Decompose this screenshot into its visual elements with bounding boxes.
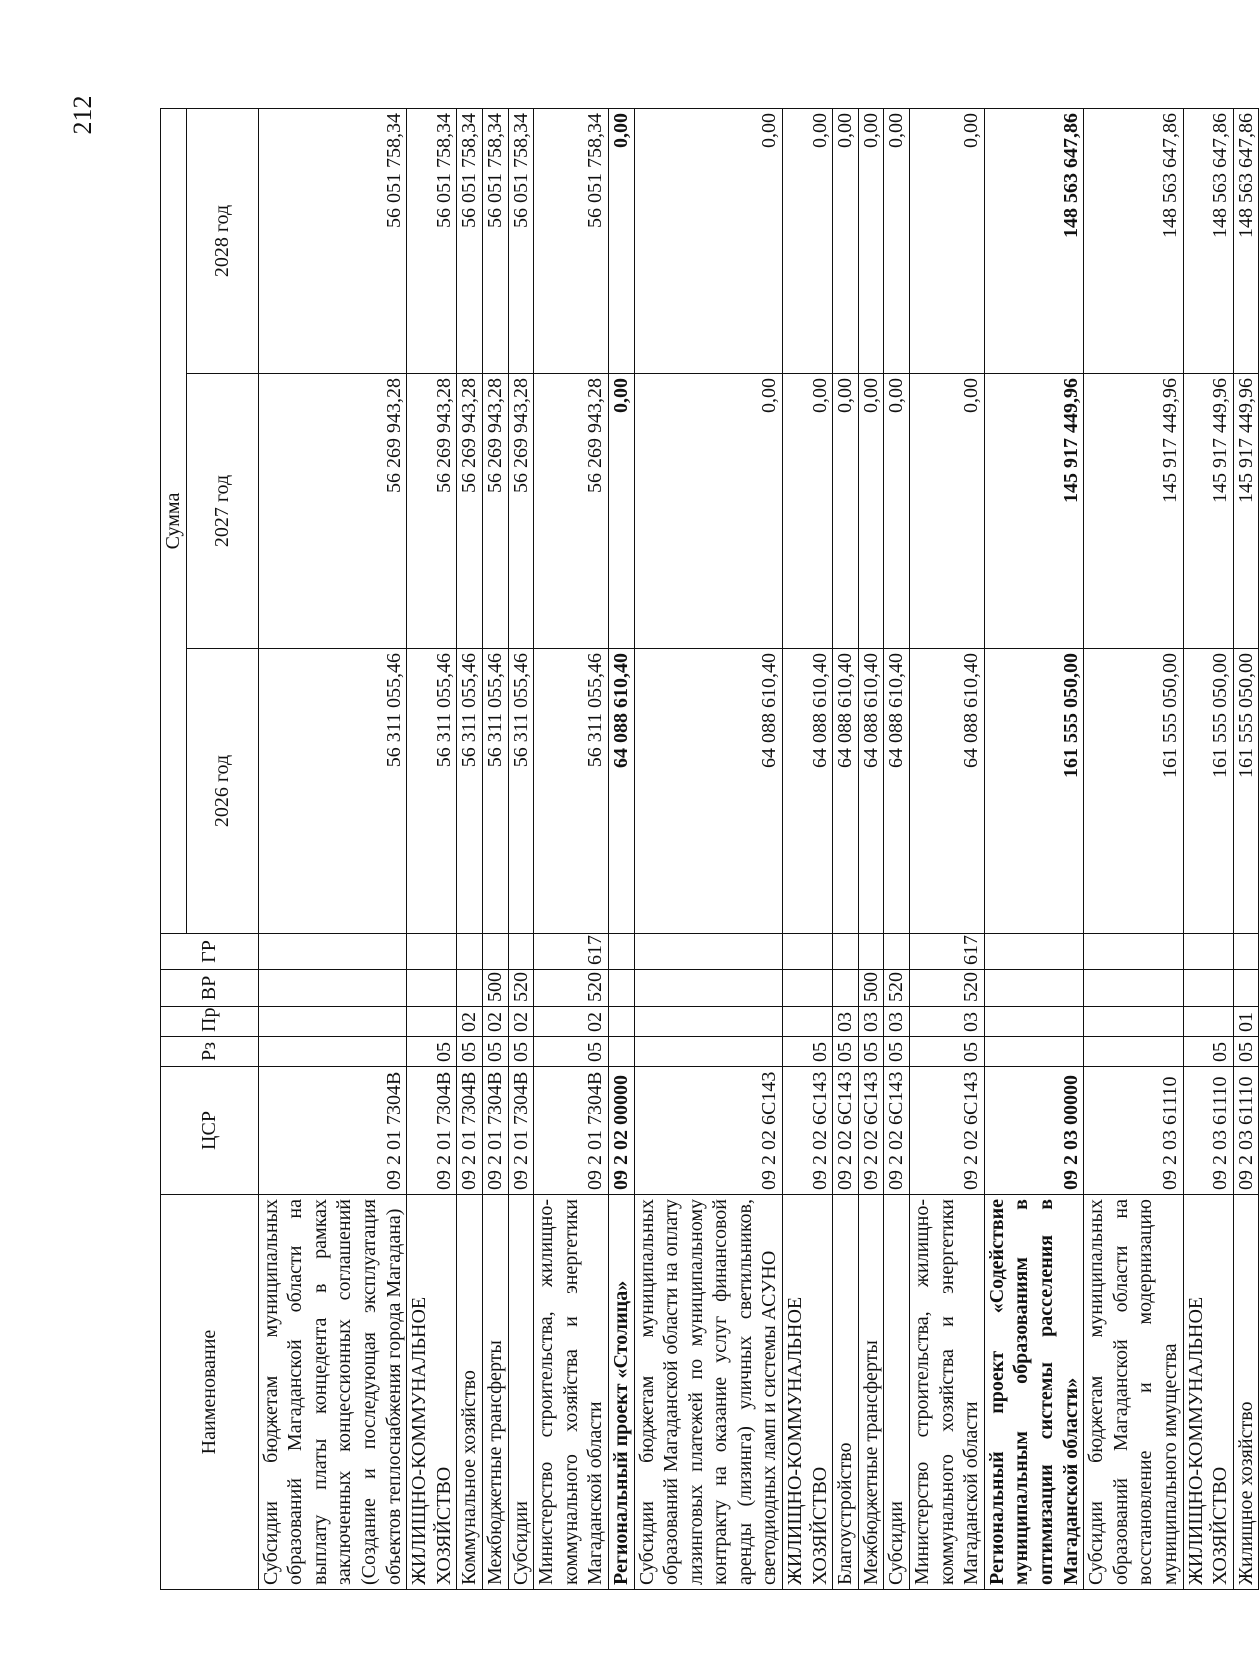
- cell-rz: [608, 1037, 634, 1067]
- table-row: [1084, 108, 1183, 1589]
- cell-gr: [833, 934, 859, 970]
- cell-y2026: 161 555 050,00: [1183, 649, 1233, 934]
- cell-y2027: 56 269 943,28: [482, 374, 508, 649]
- cell-rz: 05: [833, 1037, 859, 1067]
- cell-vr: [1084, 970, 1183, 1007]
- cell-gr: [634, 934, 783, 970]
- cell-y2028: 56 051 758,34: [258, 108, 407, 373]
- cell-name: ЖИЛИЩНО-КОММУНАЛЬНОЕ ХОЗЯЙСТВО: [407, 1195, 457, 1590]
- cell-y2028: 56 051 758,34: [508, 108, 534, 373]
- cell-y2028: 148 563 647,86: [1183, 108, 1233, 373]
- cell-csr: 09 2 02 00000: [608, 1067, 634, 1195]
- cell-csr: 09 2 02 6С143: [910, 1067, 985, 1195]
- cell-gr: [407, 934, 457, 970]
- cell-name: ЖИЛИЩНО-КОММУНАЛЬНОЕ ХОЗЯЙСТВО: [783, 1195, 833, 1590]
- cell-y2026: 56 311 055,46: [482, 649, 508, 934]
- cell-vr: [984, 970, 1083, 1007]
- cell-y2026: 161 555 050,00: [984, 649, 1083, 934]
- cell-csr: 09 2 01 7304В: [407, 1067, 457, 1195]
- table-row: [534, 108, 609, 1589]
- cell-gr: [608, 934, 634, 970]
- cell-rz: 05: [910, 1037, 985, 1067]
- cell-y2026: 56 311 055,46: [407, 649, 457, 934]
- cell-name: ЖИЛИЩНО-КОММУНАЛЬНОЕ ХОЗЯЙСТВО: [1183, 1195, 1233, 1590]
- cell-pr: 02: [534, 1007, 609, 1037]
- cell-gr: [884, 934, 910, 970]
- cell-y2026: 161 555 050,00: [1233, 649, 1259, 934]
- cell-y2027: 56 269 943,28: [258, 374, 407, 649]
- cell-pr: 01: [1233, 1007, 1259, 1037]
- cell-name: Министерство строительства, жилищно-коммунального хозяйства и энергетики Магаданской области: [534, 1195, 609, 1590]
- cell-pr: [1183, 1007, 1233, 1037]
- table-row: [1183, 108, 1233, 1589]
- table-row: [258, 108, 407, 1589]
- cell-pr: [984, 1007, 1083, 1037]
- cell-vr: 520: [910, 970, 985, 1007]
- cell-csr: 09 2 02 6С143: [884, 1067, 910, 1195]
- table-row: [608, 108, 634, 1589]
- cell-gr: [508, 934, 534, 970]
- header-csr: ЦСР: [161, 1067, 259, 1195]
- cell-y2026: 64 088 610,40: [608, 649, 634, 934]
- cell-y2027: 56 269 943,28: [508, 374, 534, 649]
- cell-rz: 05: [457, 1037, 483, 1067]
- cell-pr: 02: [457, 1007, 483, 1037]
- cell-y2028: 56 051 758,34: [407, 108, 457, 373]
- cell-rz: 05: [1183, 1037, 1233, 1067]
- cell-gr: [1233, 934, 1259, 970]
- table-row: [884, 108, 910, 1589]
- page-number: 212: [68, 95, 97, 135]
- cell-y2027: 0,00: [884, 374, 910, 649]
- header-year-2028: 2028 год: [186, 108, 258, 373]
- cell-rz: [984, 1037, 1083, 1067]
- cell-pr: [783, 1007, 833, 1037]
- cell-y2028: 148 563 647,86: [984, 108, 1083, 373]
- table-header: [161, 108, 259, 1589]
- cell-gr: [858, 934, 884, 970]
- cell-vr: 500: [482, 970, 508, 1007]
- header-vr: ВР: [161, 970, 259, 1007]
- cell-y2028: 148 563 647,86: [1233, 108, 1259, 373]
- cell-name: Субсидии бюджетам муниципальных образований Магаданской области на оплату лизинговых платежей по муниципальному контракту на оказание услуг финансовой аренды (лизинга) уличных светильников, светодиодных ламп и системы АСУНО: [634, 1195, 783, 1590]
- cell-csr: 09 2 03 61110: [1084, 1067, 1183, 1195]
- cell-csr: 09 2 01 7304В: [258, 1067, 407, 1195]
- cell-y2028: 0,00: [910, 108, 985, 373]
- cell-vr: [783, 970, 833, 1007]
- cell-gr: [984, 934, 1083, 970]
- cell-rz: [258, 1037, 407, 1067]
- cell-pr: [407, 1007, 457, 1037]
- cell-name: Региональный проект «Содействие муниципальным образованиям в оптимизации системы расселения в Магаданской области»: [984, 1195, 1083, 1590]
- table-row: [482, 108, 508, 1589]
- cell-vr: 500: [858, 970, 884, 1007]
- cell-gr: [258, 934, 407, 970]
- cell-name: Жилищное хозяйство: [1233, 1195, 1259, 1590]
- cell-y2028: 0,00: [783, 108, 833, 373]
- cell-vr: [608, 970, 634, 1007]
- cell-y2026: 161 555 050,00: [1084, 649, 1183, 934]
- cell-gr: [1183, 934, 1233, 970]
- cell-y2027: 145 917 449,96: [1233, 374, 1259, 649]
- cell-name: Межбюджетные трансферты: [482, 1195, 508, 1590]
- cell-pr: 03: [833, 1007, 859, 1037]
- cell-y2027: 56 269 943,28: [407, 374, 457, 649]
- cell-y2026: 64 088 610,40: [884, 649, 910, 934]
- cell-y2028: 0,00: [634, 108, 783, 373]
- cell-csr: 09 2 01 7304В: [508, 1067, 534, 1195]
- cell-pr: [1084, 1007, 1183, 1037]
- table-row: [783, 108, 833, 1589]
- table-row: [833, 108, 859, 1589]
- cell-gr: [457, 934, 483, 970]
- cell-rz: 05: [1233, 1037, 1259, 1067]
- cell-y2028: 56 051 758,34: [457, 108, 483, 373]
- cell-pr: 02: [508, 1007, 534, 1037]
- cell-y2026: 64 088 610,40: [833, 649, 859, 934]
- cell-name: Субсидии бюджетам муниципальных образований Магаданской области на восстановление и модернизацию муниципального имущества: [1084, 1195, 1183, 1590]
- cell-csr: 09 2 02 6С143: [783, 1067, 833, 1195]
- cell-name: Межбюджетные трансферты: [858, 1195, 884, 1590]
- cell-pr: 03: [910, 1007, 985, 1037]
- cell-y2028: 0,00: [833, 108, 859, 373]
- cell-vr: [1183, 970, 1233, 1007]
- cell-name: Благоустройство: [833, 1195, 859, 1590]
- cell-rz: 05: [407, 1037, 457, 1067]
- cell-y2027: 56 269 943,28: [534, 374, 609, 649]
- cell-gr: [482, 934, 508, 970]
- cell-name: Субсидии: [884, 1195, 910, 1590]
- cell-name: Субсидии: [508, 1195, 534, 1590]
- cell-y2027: 0,00: [833, 374, 859, 649]
- cell-y2027: 145 917 449,96: [984, 374, 1083, 649]
- cell-rz: 05: [508, 1037, 534, 1067]
- table-row: [1233, 108, 1259, 1589]
- cell-vr: [833, 970, 859, 1007]
- table-row: [407, 108, 457, 1589]
- cell-rz: 05: [858, 1037, 884, 1067]
- cell-name: Субсидии бюджетам муниципальных образований Магаданской области на выплату платы концедента в рамках заключенных концессионных соглашений (Создание и последующая эксплуатация объектов теплоснабжения города Магадана): [258, 1195, 407, 1590]
- cell-pr: 02: [482, 1007, 508, 1037]
- cell-csr: 09 2 02 6С143: [634, 1067, 783, 1195]
- cell-y2028: 148 563 647,86: [1084, 108, 1183, 373]
- cell-pr: [634, 1007, 783, 1037]
- cell-pr: 03: [858, 1007, 884, 1037]
- cell-rz: 05: [534, 1037, 609, 1067]
- cell-csr: 09 2 03 61110: [1233, 1067, 1259, 1195]
- cell-csr: 09 2 03 00000: [984, 1067, 1083, 1195]
- table-row: [634, 108, 783, 1589]
- cell-y2028: 0,00: [884, 108, 910, 373]
- cell-csr: 09 2 02 6С143: [833, 1067, 859, 1195]
- cell-name: Региональный проект «Столица»: [608, 1195, 634, 1590]
- cell-gr: [783, 934, 833, 970]
- cell-rz: [634, 1037, 783, 1067]
- cell-vr: 520: [508, 970, 534, 1007]
- table-row: [858, 108, 884, 1589]
- header-pr: Пр: [161, 1007, 259, 1037]
- rotated-table-container: [160, 109, 1257, 1590]
- table-row: [508, 108, 534, 1589]
- cell-y2026: 56 311 055,46: [258, 649, 407, 934]
- cell-gr: 617: [534, 934, 609, 970]
- cell-pr: [608, 1007, 634, 1037]
- cell-y2027: 0,00: [634, 374, 783, 649]
- cell-y2028: 0,00: [858, 108, 884, 373]
- cell-vr: [258, 970, 407, 1007]
- cell-gr: [1084, 934, 1183, 970]
- cell-rz: [1084, 1037, 1183, 1067]
- cell-name: Министерство строительства, жилищно-коммунального хозяйства и энергетики Магаданской области: [910, 1195, 985, 1590]
- cell-y2027: 145 917 449,96: [1084, 374, 1183, 649]
- cell-vr: 520: [884, 970, 910, 1007]
- cell-y2026: 56 311 055,46: [508, 649, 534, 934]
- cell-y2026: 64 088 610,40: [783, 649, 833, 934]
- cell-csr: 09 2 01 7304В: [457, 1067, 483, 1195]
- cell-y2026: 64 088 610,40: [858, 649, 884, 934]
- header-rz: Рз: [161, 1037, 259, 1067]
- cell-y2026: 56 311 055,46: [534, 649, 609, 934]
- cell-y2028: 56 051 758,34: [534, 108, 609, 373]
- table-row: [457, 108, 483, 1589]
- cell-csr: 09 2 02 6С143: [858, 1067, 884, 1195]
- cell-vr: [457, 970, 483, 1007]
- cell-rz: 05: [884, 1037, 910, 1067]
- cell-rz: 05: [482, 1037, 508, 1067]
- cell-y2027: 56 269 943,28: [457, 374, 483, 649]
- cell-vr: [634, 970, 783, 1007]
- table-body: [258, 108, 1259, 1589]
- header-year-2026: 2026 год: [186, 649, 258, 934]
- cell-y2028: 0,00: [608, 108, 634, 373]
- header-sum: Сумма: [161, 108, 187, 933]
- cell-y2027: 0,00: [608, 374, 634, 649]
- cell-vr: 520: [534, 970, 609, 1007]
- cell-csr: 09 2 03 61110: [1183, 1067, 1233, 1195]
- cell-y2026: 64 088 610,40: [910, 649, 985, 934]
- header-year-2027: 2027 год: [186, 374, 258, 649]
- cell-pr: 03: [884, 1007, 910, 1037]
- cell-vr: [407, 970, 457, 1007]
- cell-pr: [258, 1007, 407, 1037]
- cell-y2026: 64 088 610,40: [634, 649, 783, 934]
- cell-y2027: 0,00: [858, 374, 884, 649]
- budget-table: [160, 108, 1259, 1590]
- cell-csr: 09 2 01 7304В: [534, 1067, 609, 1195]
- cell-y2027: 0,00: [910, 374, 985, 649]
- table-row: [984, 108, 1083, 1589]
- cell-y2027: 0,00: [783, 374, 833, 649]
- cell-csr: 09 2 01 7304В: [482, 1067, 508, 1195]
- cell-y2027: 145 917 449,96: [1183, 374, 1233, 649]
- cell-rz: 05: [783, 1037, 833, 1067]
- header-gr: ГР: [161, 934, 259, 970]
- table-row: [910, 108, 985, 1589]
- cell-y2028: 56 051 758,34: [482, 108, 508, 373]
- header-name: Наименование: [161, 1195, 259, 1590]
- cell-gr: 617: [910, 934, 985, 970]
- cell-name: Коммунальное хозяйство: [457, 1195, 483, 1590]
- cell-vr: [1233, 970, 1259, 1007]
- rotated-table-frame: [160, 109, 1257, 1590]
- cell-y2026: 56 311 055,46: [457, 649, 483, 934]
